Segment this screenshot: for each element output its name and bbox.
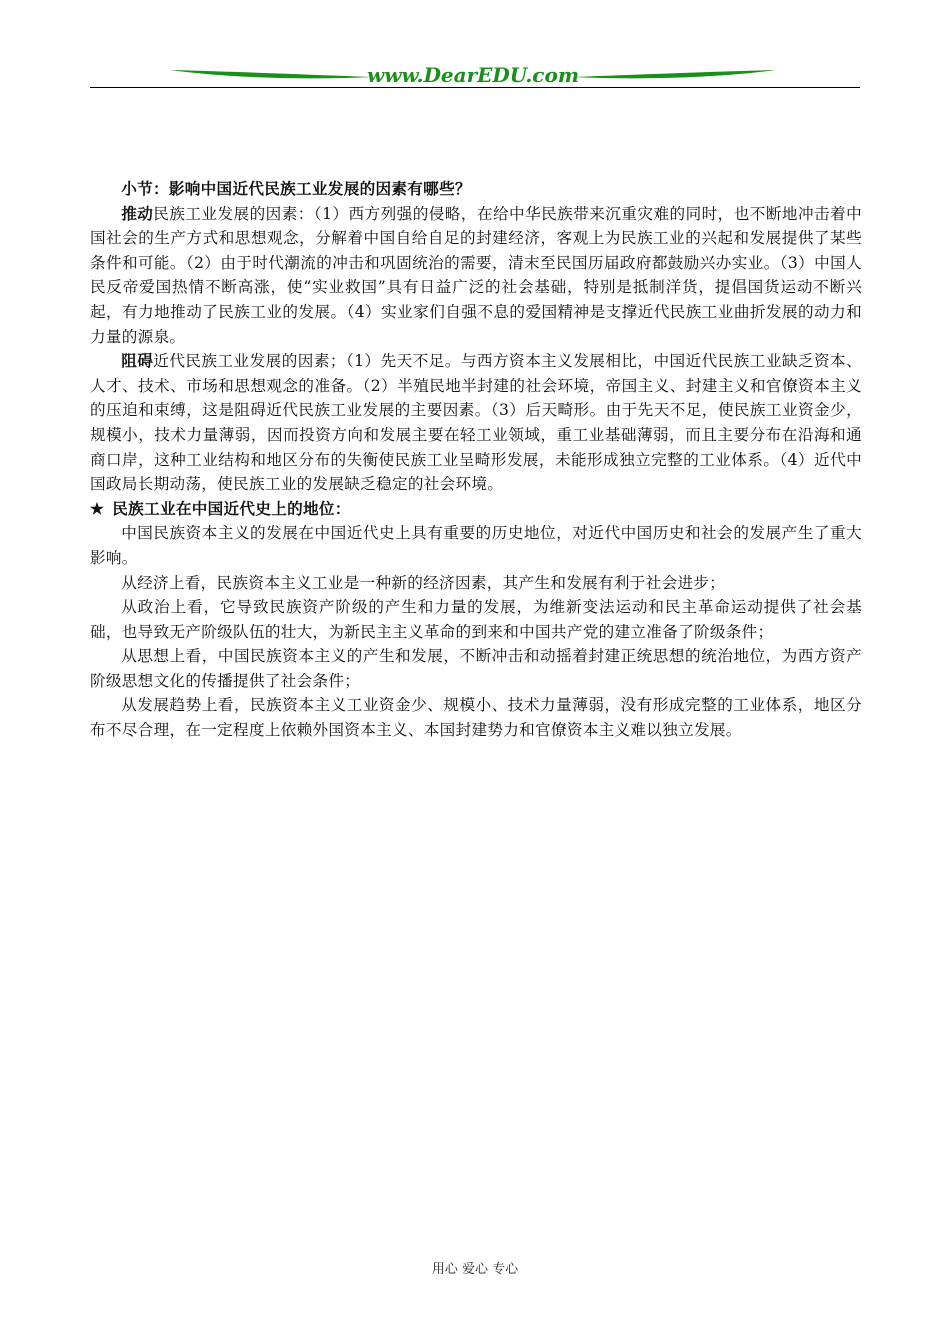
status-paragraph: 中国民族资本主义的发展在中国近代史上具有重要的历史地位，对近代中国历史和社会的发展产生了重大影响。 [90, 524, 862, 567]
star-icon: ★ [90, 498, 105, 518]
promote-text: 民族工业发展的因素：（1）西方列强的侵略，在给中华民族带来沉重灾难的同时，也不断地冲击着中国社会的生产方式和思想观念，分解着中国自给自足的封建经济，客观上为民族工业的兴起和发展提供了某些条件和可能。（2）由于时代潮流的冲击和巩固统治的需要，清末至民国历届政府都鼓励兴办实业。（3）中国人民反帝爱国热情不断高涨，使“实业救国”具有日益广泛的社会基础，特别是抵制洋货，提倡国货运动不断兴起，有力地推动了民族工业的发展。（4）实业家们自强不息的爱国精神是支撑近代民族工业曲折发展的动力和力量的源泉。 [90, 204, 862, 346]
hinder-text: 近代民族工业发展的因素；（1）先天不足。与西方资本主义发展相比，中国近代民族工业缺乏资本、人才、技术、市场和思想观念的准备。（2）半殖民地半封建的社会环境，帝国主义、封建主义和官僚资本主义的压迫和束缚，这是阻碍近代民族工业发展的主要因素。（3）后天畸形。由于先天不足，使民族工业资金少，规模小，技术力量薄弱，因而投资方向和发展主要在轻工业领域，重工业基础薄弱，而且主要分布在沿海和通商口岸，这种工业结构和地区分布的失衡使民族工业呈畸形发展，未能形成独立完整的工业体系。（4）近代中国政局长期动荡，使民族工业的发展缺乏稳定的社会环境。 [90, 352, 862, 494]
hinder-label: 阻碍 [121, 351, 154, 371]
logo-right-swoosh [573, 70, 776, 78]
document-body [90, 177, 862, 743]
status-paragraph: 从发展趋势上看，民族资本主义工业资金少、规模小、技术力量薄弱，没有形成完整的工业体系，地区分布不尽合理，在一定程度上依赖外国资本主义、本国封建势力和官僚资本主义难以独立发展。 [90, 696, 862, 740]
status-heading-text: 民族工业在中国近代史上的地位： [112, 498, 351, 518]
logo-text: www.DearEDU.com [366, 63, 580, 87]
page-footer: 用心 爱心 专心 [431, 1262, 519, 1277]
hinder-paragraph [90, 349, 862, 497]
status-heading [90, 497, 862, 522]
status-paragraph: 从政治上看，它导致民族资产阶级的产生和力量的发展，为维新变法运动和民主革命运动提供了社会基础，也导致无产阶级队伍的壮大，为新民主主义革命的到来和中国共产党的建立准备了阶级条件； [90, 598, 862, 641]
logo-left-swoosh [170, 70, 373, 78]
status-paragraph: 从经济上看，民族资本主义工业是一种新的经济因素，其产生和发展有利于社会进步； [121, 573, 726, 592]
promote-paragraph [90, 202, 862, 350]
promote-label: 推动 [121, 203, 154, 223]
header-divider [90, 87, 860, 88]
page-header [90, 58, 860, 92]
dearedu-logo [168, 62, 778, 88]
status-paragraph: 从思想上看，中国民族资本主义的产生和发展，不断冲击和动摇着封建正统思想的统治地位，为西方资产阶级思想文化的传播提供了社会条件； [90, 647, 862, 690]
section-title: 小节：影响中国近代民族工业发展的因素有哪些？ [121, 179, 471, 198]
